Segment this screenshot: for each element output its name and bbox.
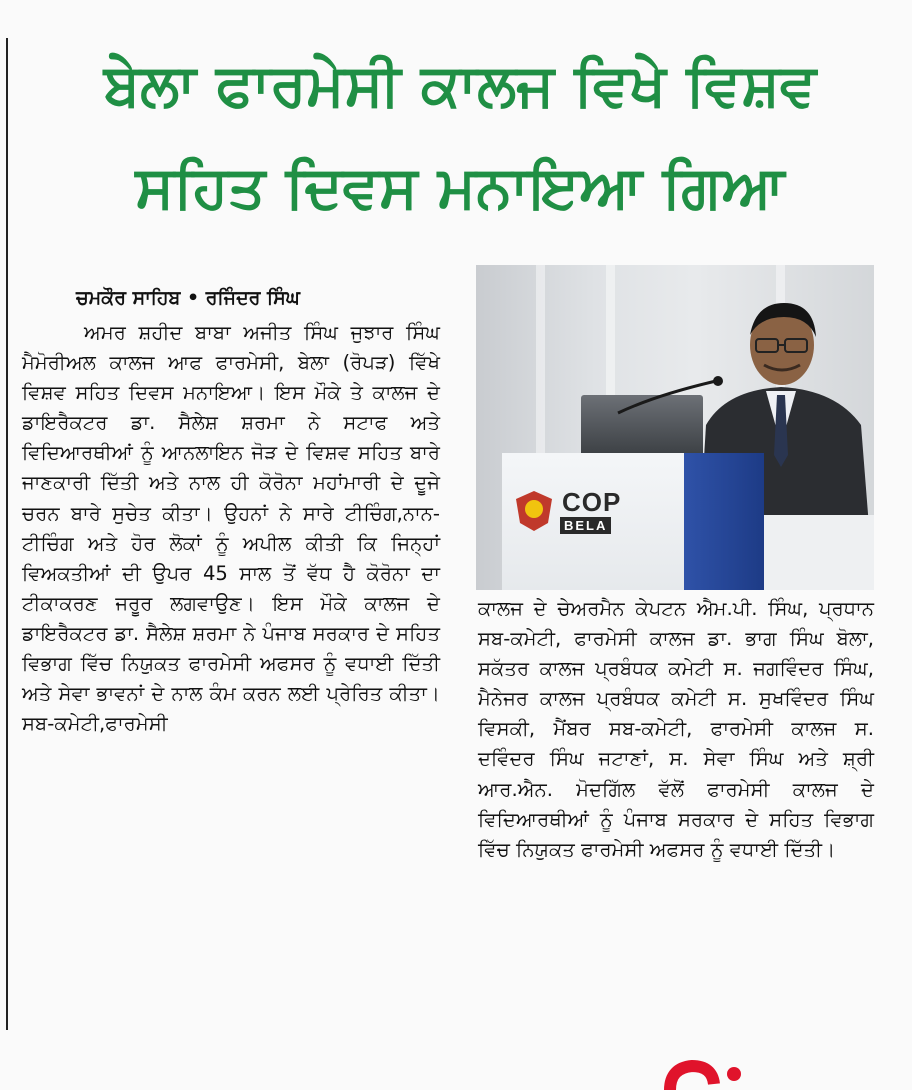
byline: ਚਮਕੌਰ ਸਾਹਿਬ • ਰਜਿੰਦਰ ਸਿੰਘ [76,287,300,309]
red-logo-fragment-icon [660,1050,750,1090]
column-rule [6,38,8,1030]
article-right-column [478,594,874,865]
headline [30,34,890,238]
microphone [616,375,726,415]
headline-line-2: ਸਹਿਤ ਦਿਵਸ ਮਨਾਇਆ ਗਿਆ [135,153,785,221]
college-crest-icon [512,489,556,533]
podium-logo-subtext: BELA [560,517,611,534]
podium-blue-panel [684,453,764,590]
lectern-side [764,515,874,590]
article-body-left: ਅਮਰ ਸ਼ਹੀਦ ਬਾਬਾ ਅਜੀਤ ਸਿੰਘ ਜੁਝਾਰ ਸਿੰਘ ਮੈਮੋਰੀਅਲ ਕਾਲਜ ਆਫ ਫਾਰਮੇਸੀ, ਬੇਲਾ (ਰੋਪੜ) ਵਿੱਖੇ ਵਿਸ਼ਵ ਸਹਿਤ ਦਿਵਸ ਮਨਾਇਆ। ਇਸ ਮੌਕੇ ਤੇ ਕਾਲਜ ਦੇ ਡਾਇਰੈਕਟਰ ਡਾ. ਸੈਲੇਸ਼ ਸ਼ਰਮਾ ਨੇ ਸਟਾਫ ਅਤੇ ਵਿਦਿਆਰਥੀਆਂ ਨੂੰ ਆਨਲਾਇਨ ਜੋੜ ਦੇ ਵਿਸ਼ਵ ਸਹਿਤ ਬਾਰੇ ਜਾਣਕਾਰੀ ਦਿੱਤੀ ਅਤੇ ਨਾਲ ਹੀ ਕੋਰੋਨਾ ਮਹਾਂਮਾਰੀ ਦੇ ਦੂਜੇ ਚਰਨ ਬਾਰੇ ਸੁਚੇਤ ਕੀਤਾ। ਉਹਨਾਂ ਨੇ ਸਾਰੇ ਟੀਚਿੰਗ,ਨਾਨ-ਟੀਚਿੰਗ ਅਤੇ ਹੋਰ ਲੋਕਾਂ ਨੂੰ ਅਪੀਲ ਕੀਤੀ ਕਿ ਜਿਨ੍ਹਾਂ ਵਿਅਕਤੀਆਂ ਦੀ ਉਪਰ 45 ਸਾਲ ਤੋਂ ਵੱਧ ਹੈ ਕੋਰੋਨਾ ਦਾ ਟੀਕਾਕਰਣ ਜਰੂਰ ਲਗਵਾਉਣ। ਇਸ ਮੌਕੇ ਕਾਲਜ ਦੇ ਡਾਇਰੈਕਟਰ ਡਾ. ਸੈਲੇਸ਼ ਸ਼ਰਮਾ ਨੇ ਪੰਜਾਬ ਸਰਕਾਰ ਦੇ ਸਹਿਤ ਵਿਭਾਗ ਵਿੱਚ ਨਿਯੁਕਤ ਫਾਰਮੇਸੀ ਅਫਸਰ ਨੂੰ ਵਧਾਈ ਦਿੱਤੀ ਅਤੇ ਸੇਵਾ ਭਾਵਨਾਂ ਦੇ ਨਾਲ ਕੰਮ ਕਰਨ ਲਈ ਪ੍ਰੇਰਿਤ ਕੀਤਾ। ਸਬ-ਕਮੇਟੀ,ਫਾਰਮੇਸੀ [22,321,440,736]
article-photo [476,265,874,590]
headline-line-1: ਬੇਲਾ ਫਾਰਮੇਸੀ ਕਾਲਜ ਵਿਖੇ ਵਿਸ਼ਵ [103,51,817,119]
article-left-column [22,318,440,739]
podium-logo-text: COP [562,487,622,517]
article-body-right: ਕਾਲਜ ਦੇ ਚੇਅਰਮੈਨ ਕੇਪਟਨ ਐਮ.ਪੀ. ਸਿੰਘ, ਪ੍ਰਧਾਨ ਸਬ-ਕਮੇਟੀ, ਫਾਰਮੇਸੀ ਕਾਲਜ ਡਾ. ਭਾਗ ਸਿੰਘ ਬੋਲਾ, ਸਕੱਤਰ ਕਾਲਜ ਪ੍ਰਬੰਧਕ ਕਮੇਟੀ ਸ. ਜਗਵਿੰਦਰ ਸਿੰਘ, ਮੈਨੇਜਰ ਕਾਲਜ ਪ੍ਰਬੰਧਕ ਕਮੇਟੀ ਸ. ਸੁਖਵਿੰਦਰ ਸਿੰਘ ਵਿਸਕੀ, ਮੈਂਬਰ ਸਬ-ਕਮੇਟੀ, ਫਾਰਮੇਸੀ ਕਾਲਜ ਸ. ਦਵਿੰਦਰ ਸਿੰਘ ਜਟਾਣਾਂ, ਸ. ਸੇਵਾ ਸਿੰਘ ਅਤੇ ਸ਼੍ਰੀ ਆਰ.ਐਨ. ਮੋਦਗਿੱਲ ਵੱਲੋਂ ਫਾਰਮੇਸੀ ਕਾਲਜ ਦੇ ਵਿਦਿਆਰਥੀਆਂ ਨੂੰ ਪੰਜਾਬ ਸਰਕਾਰ ਦੇ ਸਹਿਤ ਵਿਭਾਗ ਵਿੱਚ ਨਿਯੁਕਤ ਫਾਰਮੇਸੀ ਅਫਸਰ ਨੂੰ ਵਧਾਈ ਦਿੱਤੀ। [478,597,874,861]
